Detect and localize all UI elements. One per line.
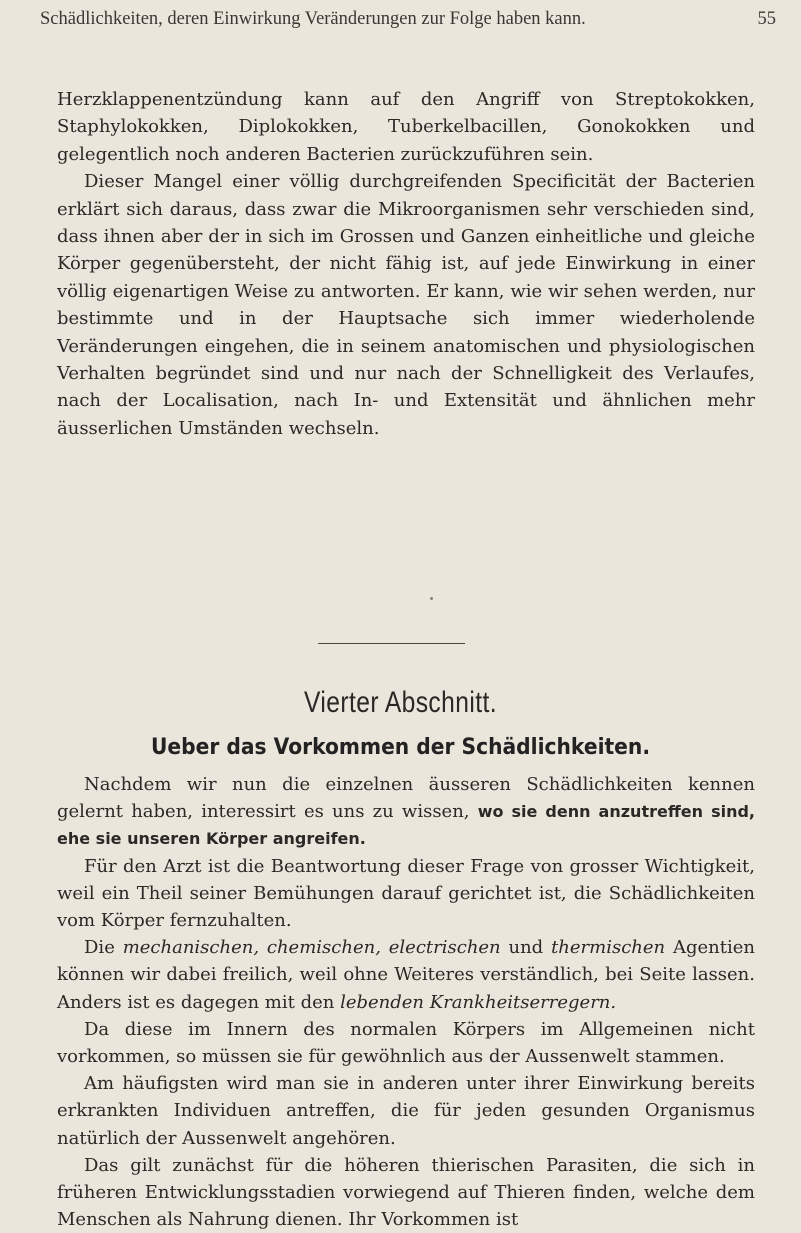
section-heading: Vierter Abschnitt. [304, 686, 497, 719]
paragraph: Das gilt zunächst für die höheren thierischen Parasiten, die sich in früheren Entwicklungsstadien vorwiegend auf Thieren finden, welche dem Menschen als Nahrung dienen. Ihr Vorkommen ist [57, 1154, 755, 1231]
paragraph: Am häufigsten wird man sie in anderen unter ihrer Einwirkung bereits erkrankten Individuen antreffen, die für jeden gesunden Organismus natürlich der Aussenwelt angehören. [57, 1073, 755, 1149]
emphasis-italic: thermischen [551, 937, 666, 959]
body-text-bottom [57, 771, 755, 1233]
paragraph-text: Nachdem wir nun die einzelnen äusseren Schädlichkeiten kennen gelernt haben, interessirt es uns zu wissen, [57, 774, 755, 823]
running-head-title: Schädlichkeiten, deren Einwirkung Veränderungen zur Folge haben kann. [40, 9, 586, 29]
page-number: 55 [757, 9, 776, 29]
paragraph-text: Agentien können wir dabei freilich, weil ohne Weiteres verständlich, bei Seite lassen. Anders ist es dagegen mit den [57, 937, 755, 1013]
section-subheading: Ueber das Vorkommen der Schädlichkeiten. [150, 735, 651, 760]
emphasis-bold: wo sie denn anzutreffen sind, ehe sie unseren Körper angreifen. [57, 802, 756, 849]
paragraph [57, 934, 755, 1016]
paragraph: Dieser Mangel einer völlig durchgreifenden Specificität der Bacterien erklärt sich daraus, dass zwar die Mikroorganismen sehr verschieden sind, dass ihnen aber der in sich im Grossen und Ganzen einheitliche und gleiche Körper gegenübersteht, der nicht fähig ist, auf jede Einwirkung in einer völlig eigenartigen Weise zu antworten. Er kann, wie wir sehen werden, nur bestimmte und in der Hauptsache sich immer wiederholende Veränderungen eingehen, die in seinem anatomischen und physiologischen Verhalten begründet sind und nur nach der Schnelligkeit des Verlaufes, nach der Localisation, nach In- und Extensität und ähnlichen mehr äusserlichen Umständen wechseln. [57, 171, 755, 439]
paragraph-text: Die [84, 937, 123, 959]
paragraph: Da diese im Innern des normalen Körpers im Allgemeinen nicht vorkommen, so müssen sie für gewöhnlich aus der Aussenwelt stammen. [57, 1018, 755, 1068]
emphasis-italic: lebenden Krankheitserregern. [340, 991, 617, 1013]
body-text-top [57, 86, 755, 442]
print-speck [430, 597, 433, 600]
paragraph: Für den Arzt ist die Beantwortung dieser Frage von grosser Wichtigkeit, weil ein Theil seiner Bemühungen darauf gerichtet ist, die Schädlichkeiten vom Körper fernzuhalten. [57, 855, 755, 932]
section-divider [318, 643, 465, 644]
paragraph [57, 771, 755, 853]
emphasis-italic: mechanischen, chemischen, electrischen [122, 937, 501, 959]
paragraph-text: und [500, 937, 552, 959]
paragraph: Herzklappenentzündung kann auf den Angriff von Streptokokken, Staphylokokken, Diplokokken, Tuberkelbacillen, Gonokokken und gelegentlich noch anderen Bacterien zurückzuführen sein. [57, 89, 755, 165]
